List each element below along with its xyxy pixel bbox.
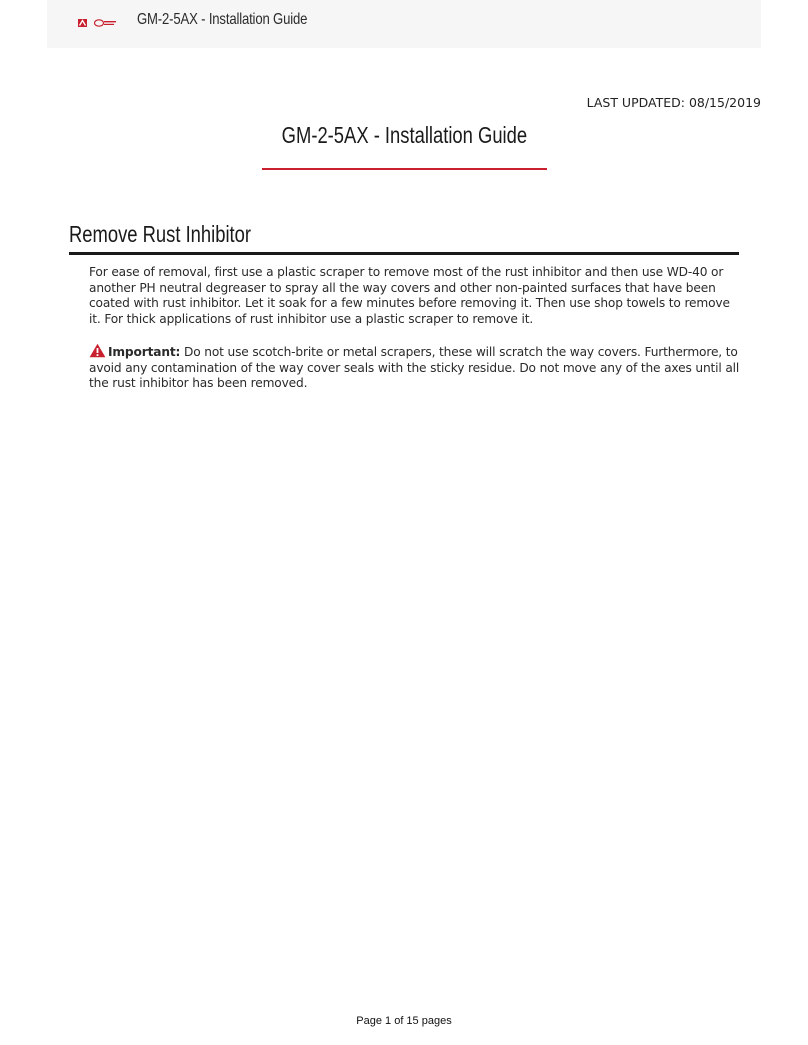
- header-title: GM-2-5AX - Installation Guide: [137, 11, 308, 28]
- page-title-text: GM-2-5AX - Installation Guide: [281, 122, 527, 148]
- title-underline: [262, 168, 547, 170]
- header-bar: [47, 0, 761, 48]
- important-note: [89, 343, 741, 392]
- page-number: Page 1 of 15 pages: [356, 1015, 452, 1027]
- haas-logo-icon[interactable]: [78, 16, 118, 30]
- important-text: Do not use scotch-brite or metal scrapers, these will scratch the way covers. Furthermore, to avoid any contamination of the way cover seals with the sticky residue. Do not move any of the axes until all the rust inhibitor has been removed.: [89, 345, 740, 391]
- page-title: [0, 122, 808, 149]
- important-label: Important:: [108, 345, 181, 359]
- last-updated: LAST UPDATED: 08/15/2019: [586, 95, 761, 110]
- section-heading: Remove Rust Inhibitor: [69, 221, 252, 247]
- section-divider: [69, 252, 739, 255]
- warning-triangle-icon: [89, 343, 106, 358]
- section-paragraph: For ease of removal, first use a plastic scraper to remove most of the rust inhibitor and then use WD-40 or another PH neutral degreaser to spray all the way covers and other non-painted surfaces that have been coated with rust inhibitor. Let it soak for a few minutes before removing it. Then use shop towels to remove it. For thick applications of rust inhibitor use a plastic scraper to remove it.: [89, 265, 730, 327]
